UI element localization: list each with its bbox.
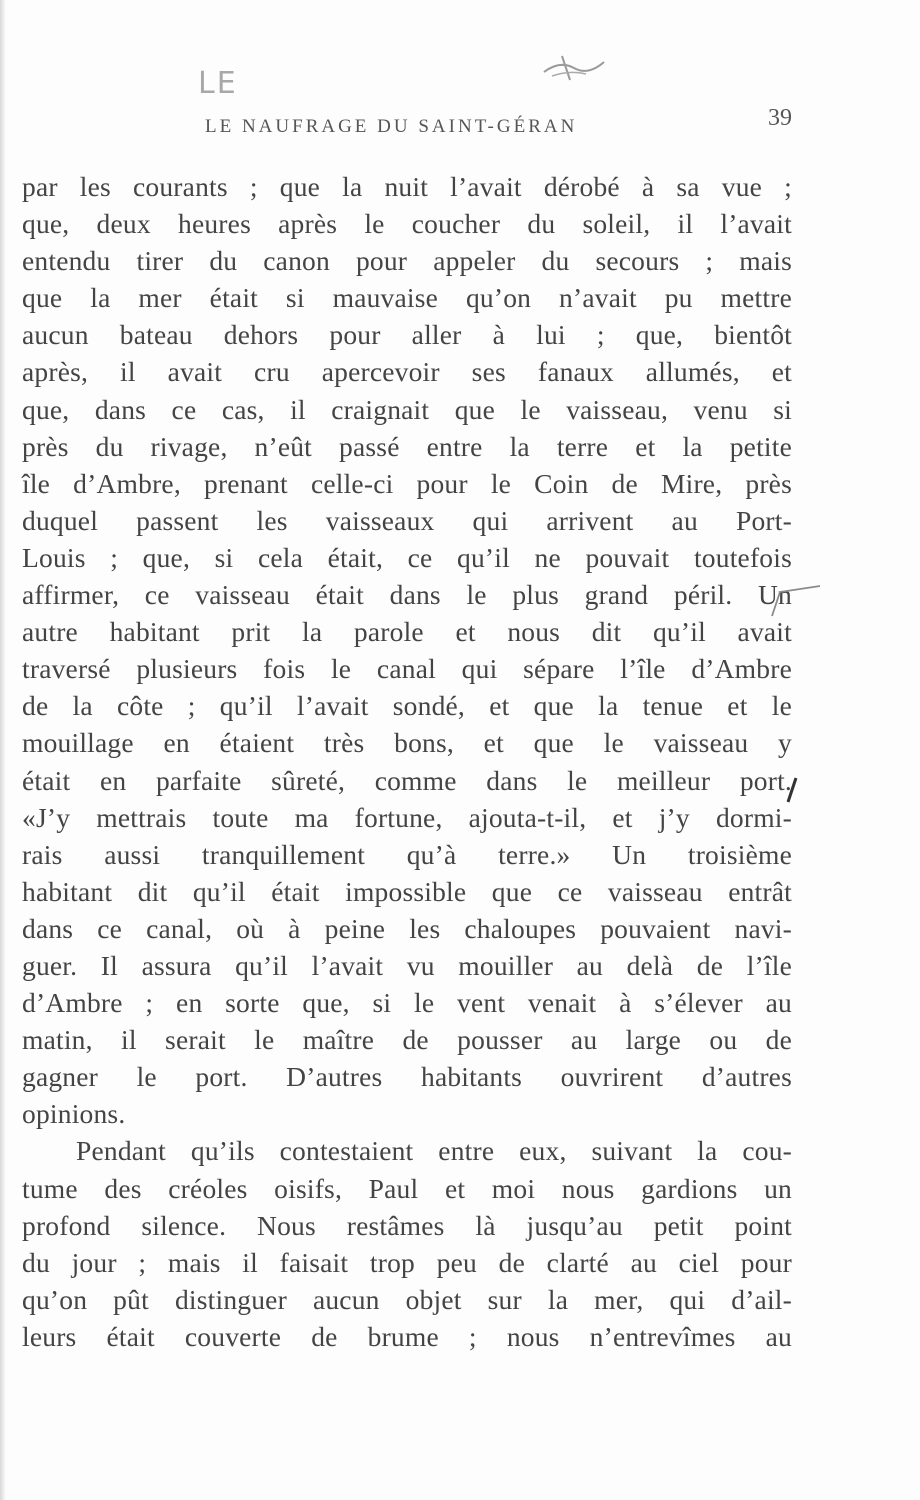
text-line: traversé plusieurs fois le canal qui sépare l’île d’Ambre [22, 653, 792, 685]
text-line: autre habitant prit la parole et nous dit qu’il avait [22, 616, 792, 648]
page-number: 39 [768, 105, 792, 131]
pencil-slash-icon [782, 776, 802, 806]
text-line: tume des créoles oisifs, Paul et moi nous gardions un [22, 1172, 792, 1204]
text-line: rais aussi tranquillement qu’à terre.» Un troisième [22, 838, 792, 870]
pencil-correction-icon [770, 580, 830, 620]
paragraph-first-line: Pendant qu’ils contestaient entre eux, suivant la cou- [76, 1135, 792, 1167]
text-line: du jour ; mais il faisait trop peu de clarté au ciel pour [22, 1246, 792, 1278]
text-line: affirmer, ce vaisseau était dans le plus grand péril. Un [22, 579, 792, 611]
running-head: LE NAUFRAGE DU SAINT-GÉRAN [205, 116, 578, 137]
text-line: après, il avait cru apercevoir ses fanaux allumés, et [22, 356, 792, 388]
text-line: profond silence. Nous restâmes là jusqu’au petit point [22, 1209, 792, 1241]
text-line: Louis ; que, si cela était, ce qu’il ne pouvait toutefois [22, 541, 792, 573]
text-line: dans ce canal, où à peine les chaloupes pouvaient navi- [22, 912, 792, 944]
text-line: matin, il serait le maître de pousser au large ou de [22, 1024, 792, 1056]
text-line: entendu tirer du canon pour appeler du secours ; mais [22, 245, 792, 277]
pencil-annotation: LE [198, 66, 238, 101]
text-line: par les courants ; que la nuit l’avait dérobé à sa vue ; [22, 171, 792, 202]
body-text [22, 168, 792, 1355]
text-line: «J’y mettrais toute ma fortune, ajouta-t-il, et j’y dormi- [22, 801, 792, 833]
text-line: qu’on pût distinguer aucun objet sur la mer, qui d’ail- [22, 1283, 792, 1315]
text-line: était en parfaite sûreté, comme dans le meilleur port. [22, 764, 792, 796]
text-line: de la côte ; qu’il l’avait sondé, et que la tenue et le [22, 690, 792, 722]
page-gutter-shadow [0, 0, 6, 1500]
text-line: d’Ambre ; en sorte que, si le vent venait à s’élever au [22, 987, 792, 1019]
text-line: guer. Il assura qu’il l’avait vu mouiller au delà de l’île [22, 949, 792, 981]
text-line: habitant dit qu’il était impossible que ce vaisseau entrât [22, 875, 792, 907]
text-line: que, dans ce cas, il craignait que le vaisseau, venu si [22, 393, 792, 425]
text-line: gagner le port. D’autres habitants ouvrirent d’autres [22, 1061, 792, 1093]
text-line: que la mer était si mauvaise qu’on n’avait pu mettre [22, 282, 792, 314]
text-line: leurs était couverte de brume ; nous n’entrevîmes au [22, 1320, 792, 1352]
text-line: près du rivage, n’eût passé entre la terre et la petite [22, 430, 792, 462]
text-line: opinions. [22, 1098, 126, 1130]
pencil-scribble-icon [540, 50, 610, 86]
text-line: île d’Ambre, prenant celle-ci pour le Coin de Mire, près [22, 467, 792, 499]
text-line: duquel passent les vaisseaux qui arrivent au Port- [22, 504, 792, 536]
text-line: aucun bateau dehors pour aller à lui ; que, bientôt [22, 319, 792, 351]
text-line: que, deux heures après le coucher du soleil, il l’avait [22, 208, 792, 240]
text-line: mouillage en étaient très bons, et que le vaisseau y [22, 727, 792, 759]
